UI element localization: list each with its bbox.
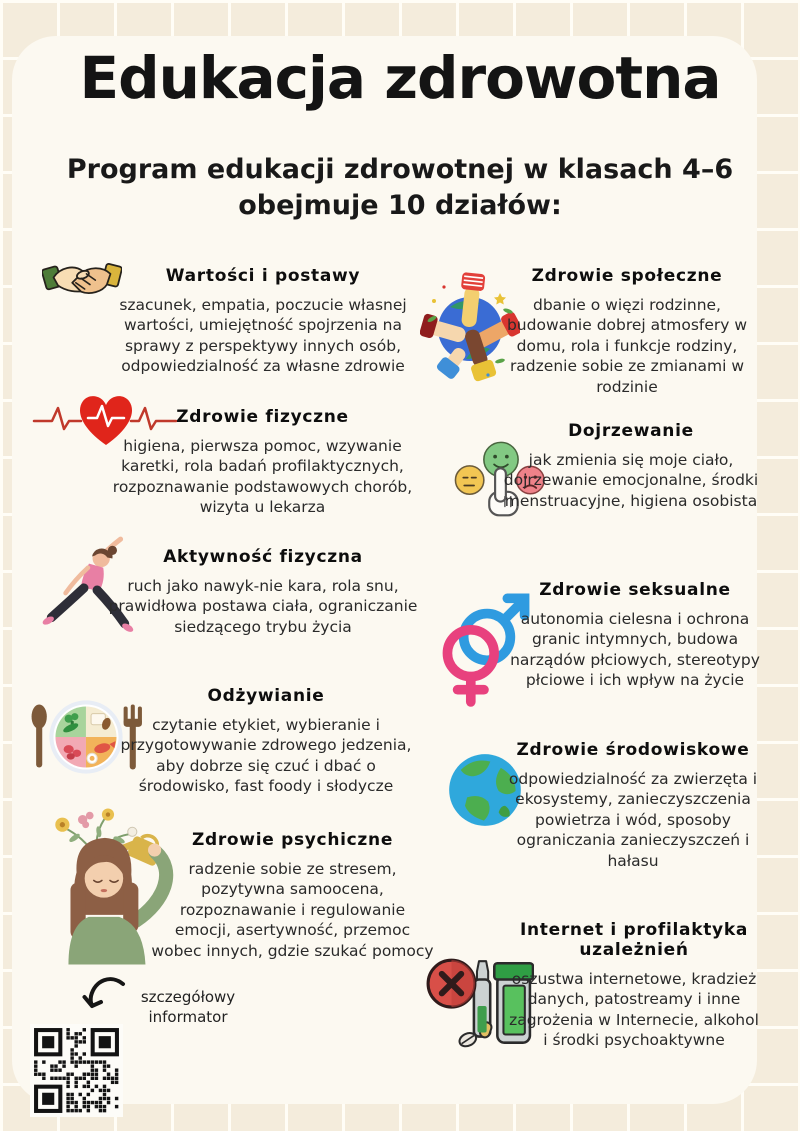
qr-code [30,1024,123,1117]
curved-arrow-icon [80,974,130,1022]
subtitle-line-1: Program edukacji zdrowotnej w klasach 4–6 [66,154,734,185]
section-title: Zdrowie fizyczne [176,407,349,427]
section-body: higiena, pierwsza pomoc, wzywanie karetki, rola badań profilaktycznych, rozpoznawanie podstawowych chorób, wizyta u lekarza [112,437,413,517]
section-body: szacunek, empatia, poczucie własnej wartości, umiejętność spojrzenia na sprawy z perspektywy innych osób, odpowiedzialność za własne zdrowie [119,296,407,376]
section-zdrowie-seksualne [505,580,765,691]
section-body: dbanie o więzi rodzinne, budowanie dobrej atmosfery w domu, rola i funkcje rodziny, radzenie sobie ze zmianami w rodzinie [506,296,748,396]
section-body: czytanie etykiet, wybieranie i przygotowywanie zdrowego jedzenia, aby dobrze się czuć i dbać o środowisko, fast foody i słodycze [120,716,412,796]
section-body: oszustwa internetowe, kradzież danych, patostreamy i inne zagrożenia w Internecie, alkohol i środki psychoaktywne [509,970,759,1050]
section-zdrowie-fizyczne [100,407,425,518]
poster-title: Edukacja zdrowotna [79,44,721,112]
section-body: ruch jako nawyk-nie kara, rola snu, prawidłowa postawa ciała, ograniczanie siedzącego trybu życia [108,577,418,636]
section-title: Dojrzewanie [568,421,694,441]
subtitle-line-2: obejmuje 10 działów: [238,189,562,221]
section-title: Wartości i postawy [165,266,361,286]
section-zdrowie-spoleczne [498,266,756,397]
section-title: Zdrowie społeczne [531,266,723,286]
section-zdrowie-psychiczne [150,830,435,961]
section-body: radzenie sobie ze stresem, pozytywna samoocena, rozpoznawanie i regulowanie emocji, asertywność, przemoc wobec innych, gdzie szukać pomocy [151,860,434,960]
section-dojrzewanie [502,421,760,511]
section-body: odpowiedzialność za zwierzęta i ekosystemy, zanieczyszczenia powietrza i wód, sposoby ograniczania zanieczyszczeń i hałasu [508,770,758,870]
section-wartosci-i-postawy [102,266,424,377]
section-title: Internet i profilaktyka uzależnień [519,920,749,960]
section-zdrowie-srodowiskowe [502,740,764,871]
section-title: Zdrowie psychiczne [191,830,394,850]
section-internet-profilaktyka [505,920,763,1051]
section-odzywianie [110,686,422,797]
section-title: Odżywianie [207,686,325,706]
section-title: Aktywność fizyczna [163,547,363,567]
section-aktywnosc-fizyczna [102,547,424,637]
section-body: jak zmienia się moje ciało, dojrzewanie emocjonalne, środki menstruacyjne, higiena osobista [503,451,759,510]
poster-subtitle [0,152,800,223]
section-title: Zdrowie środowiskowe [516,740,750,760]
section-title: Zdrowie seksualne [539,580,731,600]
section-body: autonomia cielesna i ochrona granic intymnych, budowa narządów płciowych, stereotypy płciowe i ich wpływ na życie [510,610,760,690]
qr-note: szczegółowy informator [140,988,236,1026]
